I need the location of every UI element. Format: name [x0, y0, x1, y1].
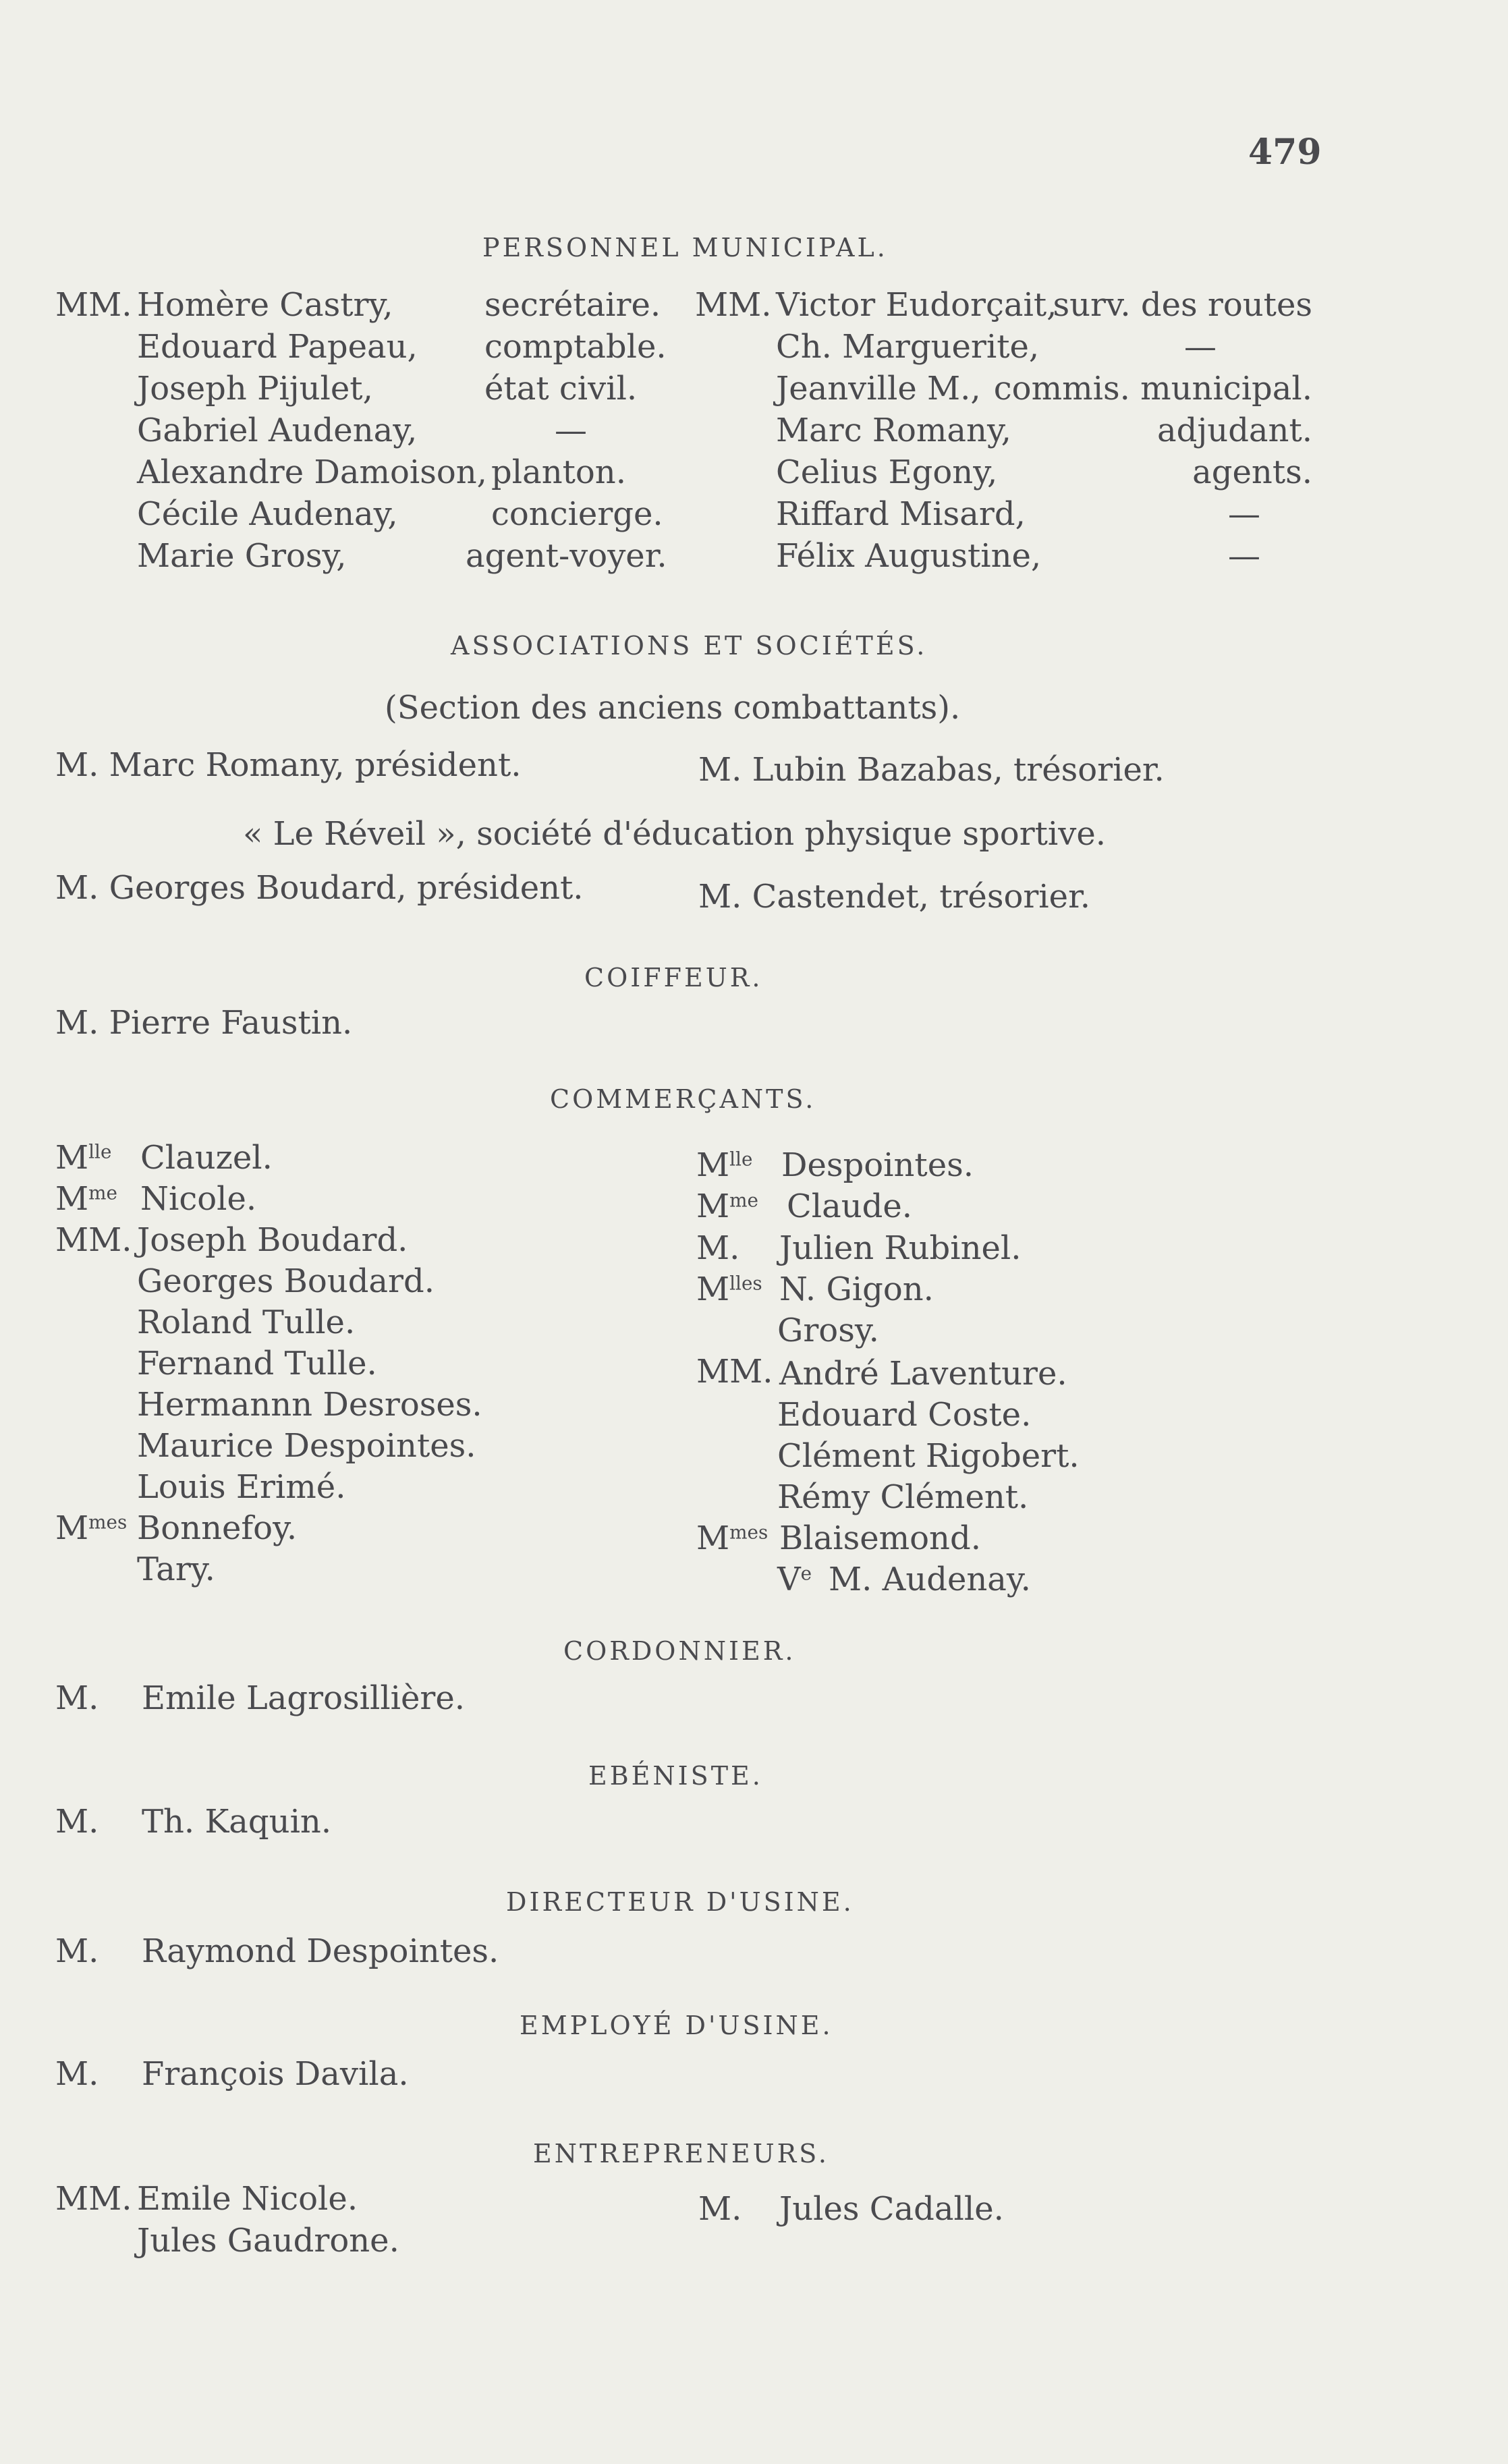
personnel-name: Edouard Papeau,	[137, 328, 418, 366]
section-heading-associations: ASSOCIATIONS ET SOCIÉTÉS.	[451, 631, 928, 661]
commercant-name: Bonnefoy.	[137, 1509, 298, 1547]
section-heading-personnel-municipal: PERSONNEL MUNICIPAL.	[482, 233, 888, 262]
personnel-name: Gabriel Audenay,	[137, 412, 418, 449]
entrepreneur-prefix: M.	[698, 2190, 742, 2228]
association-entry: M. Castendet, trésorier.	[698, 878, 1090, 916]
commercant-name: Roland Tulle.	[137, 1304, 356, 1341]
commercant-title: $M^{mes}$	[696, 1519, 769, 1557]
personnel-role: —	[1228, 495, 1260, 533]
cordonnier-name: Emile Lagrosillière.	[142, 1679, 466, 1717]
commercant-name: Clauzel.	[140, 1139, 273, 1177]
association-entry: M. Lubin Bazabas, trésorier.	[698, 751, 1165, 789]
commercant-title: Ve	[777, 1561, 812, 1598]
commercant-name: Claude.	[787, 1187, 912, 1225]
commercant-name: Louis Erimé.	[137, 1468, 346, 1506]
personnel-name: Ch. Marguerite,	[776, 328, 1040, 366]
association-title: (Section des anciens combattants).	[385, 689, 961, 727]
personnel-name: Celius Egony,	[776, 453, 998, 491]
association-title: « Le Réveil », société d'éducation physique sportive.	[243, 815, 1107, 853]
directeur-name: Raymond Despointes.	[142, 1932, 499, 1970]
section-heading-coiffeur: COIFFEUR.	[584, 963, 763, 992]
commercant-name: Blaisemond.	[779, 1519, 981, 1557]
association-entry: M. Marc Romany, président.	[55, 746, 522, 784]
association-entry: M. Georges Boudard, président.	[55, 869, 584, 907]
commercant-name: André Laventure.	[779, 1355, 1067, 1393]
personnel-role: agents.	[1192, 453, 1312, 491]
coiffeur-entry: M. Pierre Faustin.	[55, 1004, 353, 1042]
personnel-name: Alexandre Damoison,	[137, 453, 487, 491]
commercant-title: MM.	[696, 1353, 773, 1391]
entrepreneur-name: Emile Nicole.	[137, 2180, 358, 2218]
personnel-name: Riffard Misard,	[776, 495, 1026, 533]
commercant-name: Edouard Coste.	[777, 1396, 1032, 1434]
personnel-name: Joseph Pijulet,	[137, 370, 373, 408]
entrepreneur-name: Jules Gaudrone.	[137, 2222, 399, 2260]
page-number: 479	[1248, 132, 1322, 173]
personnel-name: Cécile Audenay,	[137, 495, 398, 533]
commercant-name: Clément Rigobert.	[777, 1437, 1080, 1475]
commercant-title: $M^{lles}$	[696, 1270, 762, 1308]
commercant-title: M.	[696, 1229, 740, 1267]
personnel-name: Félix Augustine,	[776, 537, 1042, 575]
employe-prefix: M.	[55, 2055, 99, 2093]
personnel-name: Homère Castry,	[137, 286, 393, 324]
entrepreneur-name: Jules Cadalle.	[779, 2190, 1004, 2228]
commercant-title: $M^{lle}$	[696, 1146, 753, 1184]
commercant-name: N. Gigon.	[779, 1270, 934, 1308]
commercant-name: Nicole.	[140, 1180, 257, 1218]
commercant-name: Georges Boudard.	[137, 1262, 435, 1300]
commercant-name: Rémy Clément.	[777, 1478, 1029, 1516]
personnel-role: surv. des routes	[1053, 286, 1312, 324]
section-heading-commercants: COMMERÇANTS.	[550, 1084, 816, 1114]
commercant-title: $M^{lle}$	[55, 1139, 112, 1177]
personnel-name: Marc Romany,	[776, 412, 1011, 449]
section-heading-entrepreneurs: ENTREPRENEURS.	[533, 2139, 829, 2168]
personnel-role: état civil.	[484, 370, 638, 408]
personnel-role: agent-voyer.	[466, 537, 667, 575]
commercant-title: $M^{me}$	[696, 1187, 759, 1225]
commercant-title: $M^{mes}$	[55, 1509, 128, 1547]
personnel-role: concierge.	[491, 495, 663, 533]
commercant-name: Hermannn Desroses.	[137, 1386, 482, 1424]
personnel-name: Jeanville M.,	[776, 370, 981, 408]
prefix: MM.	[55, 286, 132, 324]
section-heading-ebeniste: EBÉNISTE.	[588, 1761, 763, 1791]
commercant-name: Fernand Tulle.	[137, 1345, 377, 1382]
commercant-name: Grosy.	[777, 1312, 879, 1349]
ebeniste-prefix: M.	[55, 1803, 99, 1841]
section-heading-cordonnier: CORDONNIER.	[563, 1636, 796, 1666]
personnel-role: —	[1184, 328, 1217, 366]
commercant-name: Tary.	[137, 1550, 215, 1588]
personnel-role: comptable.	[484, 328, 667, 366]
personnel-role: secrétaire.	[484, 286, 661, 324]
personnel-role: commis. municipal.	[993, 370, 1312, 408]
personnel-role: —	[555, 412, 587, 449]
commercant-name: M. Audenay.	[829, 1561, 1031, 1598]
entrepreneur-prefix: MM.	[55, 2180, 132, 2218]
commercant-title: MM.	[55, 1221, 132, 1259]
commercant-name: Joseph Boudard.	[137, 1221, 408, 1259]
employe-name: François Davila.	[142, 2055, 409, 2093]
commercant-name: Julien Rubinel.	[779, 1229, 1022, 1267]
cordonnier-prefix: M.	[55, 1679, 99, 1717]
section-heading-employe: EMPLOYÉ D'USINE.	[520, 2011, 833, 2040]
personnel-name: Victor Eudorçait,	[776, 286, 1057, 324]
prefix: MM.	[695, 286, 772, 324]
personnel-role: —	[1228, 537, 1260, 575]
commercant-name: Despointes.	[781, 1146, 974, 1184]
commercant-name: Maurice Despointes.	[137, 1427, 476, 1465]
commercant-title: $M^{me}$	[55, 1180, 118, 1218]
section-heading-directeur: DIRECTEUR D'USINE.	[506, 1887, 854, 1917]
personnel-role: planton.	[491, 453, 626, 491]
directeur-prefix: M.	[55, 1932, 99, 1970]
personnel-name: Marie Grosy,	[137, 537, 347, 575]
personnel-role: adjudant.	[1157, 412, 1312, 449]
ebeniste-name: Th. Kaquin.	[142, 1803, 332, 1841]
